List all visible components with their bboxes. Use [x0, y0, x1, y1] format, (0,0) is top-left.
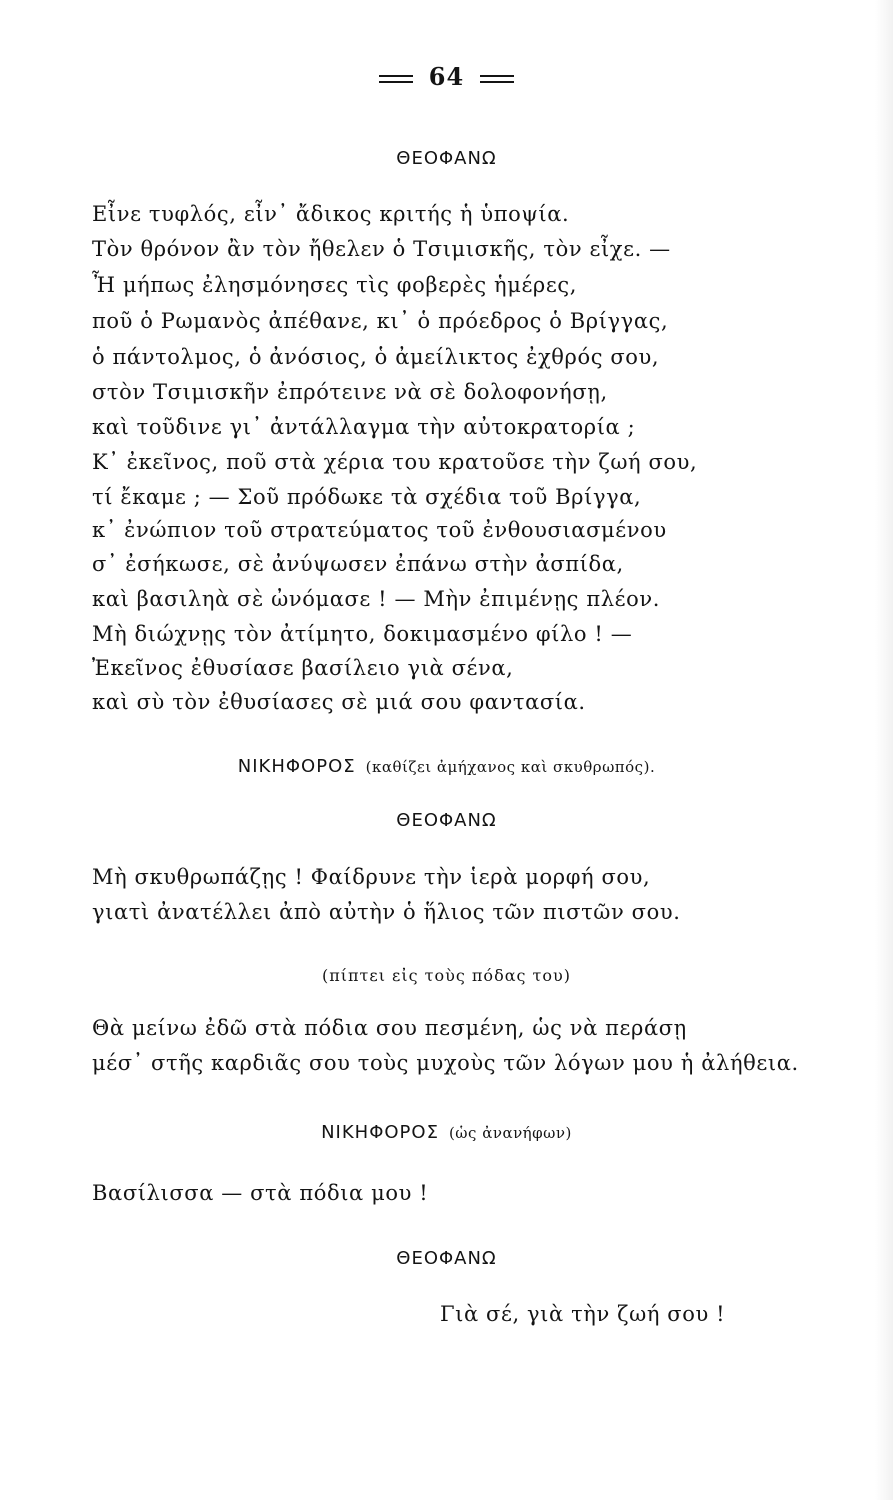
verse-line: κ᾽ ἐνώπιον τοῦ στρατεύματος τοῦ ἐνθουσιασμένου	[92, 518, 667, 542]
ornament-dash-left	[379, 75, 413, 83]
verse-line: γιατὶ ἀνατέλλει ἀπὸ αὐτὴν ὁ ἥλιος τῶν πιστῶν σου.	[92, 900, 681, 924]
verse-line: Μὴ σκυθρωπάζῃς ! Φαίδρυνε τὴν ἱερὰ μορφή σου,	[92, 865, 651, 889]
verse-line: Εἶνε τυφλός, εἶν᾽ ἄδικος κριτής ἡ ὑποψία.	[92, 202, 570, 226]
verse-line: ποῦ ὁ Ρωμανὸς ἀπέθανε, κι᾽ ὁ πρόεδρος ὁ Βρίγγας,	[92, 309, 669, 333]
verse-line: ὁ πάντολμος, ὁ ἀνόσιος, ὁ ἀμείλικτος ἐχθρός σου,	[92, 345, 660, 369]
page-number	[0, 62, 893, 91]
verse-line: μέσ᾽ στῆς καρδιᾶς σου τοὺς μυχοὺς τῶν λόγων μου ἡ ἀλήθεια.	[92, 1051, 799, 1075]
speaker-heading	[0, 756, 893, 777]
verse-line: καὶ τοῦδινε γι᾽ ἀντάλλαγμα τὴν αὐτοκρατορία ;	[92, 415, 636, 439]
ornament-dash-right	[480, 75, 514, 83]
speaker-heading	[0, 148, 893, 169]
verse-line: καὶ βασιληὰ σὲ ὠνόμασε ! — Μὴν ἐπιμένῃς πλέον.	[92, 587, 660, 611]
verse-line: Μὴ διώχνῃς τὸν ἀτίμητο, δοκιμασμένο φίλο ! —	[92, 622, 633, 646]
speaker-name: ΘΕΟΦΑΝΩ	[396, 148, 497, 169]
page-number-value: 64	[428, 62, 465, 91]
stage-direction: (πίπτει εἰς τοὺς πόδας του)	[322, 966, 571, 985]
stage-direction: (ὡς ἀνανήφων)	[448, 1124, 572, 1142]
speaker-heading	[0, 810, 893, 831]
stage-direction: (καθίζει ἀμήχανος καὶ σκυθρωπός).	[365, 758, 656, 776]
verse-line: Θὰ μείνω ἐδῶ στὰ πόδια σου πεσμένη, ὡς νὰ περάσῃ	[92, 1016, 687, 1040]
speaker-name: ΝΙΚΗΦΟΡΟΣ	[321, 1122, 439, 1143]
verse-line: Τὸν θρόνον ἂν τὸν ἤθελεν ὁ Τσιμισκῆς, τὸν εἶχε. —	[92, 237, 671, 261]
verse-line: καὶ σὺ τὸν ἐθυσίασες σὲ μιά σου φαντασία.	[92, 690, 586, 714]
verse-line: Βασίλισσα — στὰ πόδια μου !	[92, 1181, 429, 1205]
verse-line: Ἐκεῖνος ἐθυσίασε βασίλειο γιὰ σένα,	[92, 656, 514, 680]
verse-line: Κ᾽ ἐκεῖνος, ποῦ στὰ χέρια του κρατοῦσε τὴν ζωή σου,	[92, 450, 698, 474]
verse-line: Ἦ μήπως ἐλησμόνησες τὶς φοβερὲς ἡμέρες,	[92, 273, 577, 297]
verse-line: σ᾽ ἐσήκωσε, σὲ ἀνύψωσεν ἐπάνω στὴν ἀσπίδα,	[92, 552, 624, 576]
verse-line: στὸν Τσιμισκῆν ἐπρότεινε νὰ σὲ δολοφονήσῃ,	[92, 380, 608, 404]
speaker-heading	[0, 1248, 893, 1269]
speaker-heading	[0, 1122, 893, 1143]
page-edge-shadow	[875, 0, 893, 1500]
speaker-name: ΘΕΟΦΑΝΩ	[396, 810, 497, 831]
speaker-name: ΝΙΚΗΦΟΡΟΣ	[237, 756, 356, 777]
verse-line: τί ἔκαμε ; — Σοῦ πρόδωκε τὰ σχέδια τοῦ Βρίγγα,	[92, 485, 642, 509]
speaker-name: ΘΕΟΦΑΝΩ	[396, 1248, 497, 1269]
verse-line: Γιὰ σέ, γιὰ τὴν ζωή σου !	[440, 1302, 726, 1326]
